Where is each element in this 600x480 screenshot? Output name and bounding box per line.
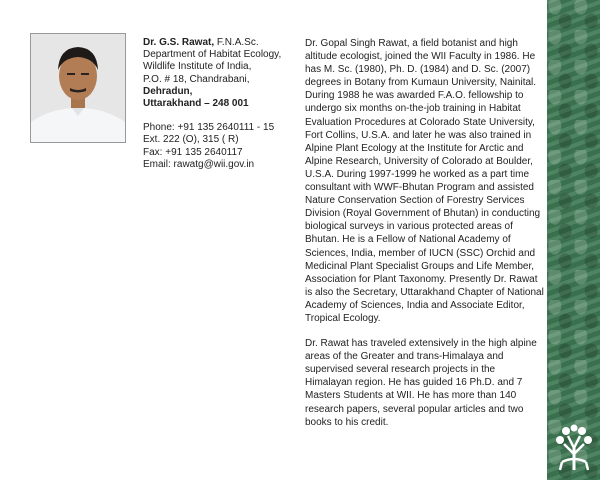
biography	[305, 37, 545, 441]
extension: Ext. 222 (O), 315 ( R)	[143, 134, 239, 146]
name-line	[143, 37, 293, 49]
honorific: F.N.A.Sc.	[216, 37, 259, 48]
city: Dehradun,	[143, 85, 193, 97]
department: Department of Habitat Ecology,	[143, 49, 282, 61]
state-pin: Uttarakhand – 248 001	[143, 98, 249, 110]
portrait-photo	[30, 33, 126, 143]
bio-paragraph: Dr. Gopal Singh Rawat, a field botanist and high altitude ecologist, joined the WII Faculty in 1986. He has M. Sc. (1980), Ph. D. (1984) and D. Sc. (2007) degrees in Botany from Kumaun University, Nainital. During 1988 he was awarded F.A.O. fellowship to undergo six months on-the-job training in Habitat Evaluation Procedures at Colorado State University, Fort Collins, U.S.A. and later he was also trained in Alpine Plant Ecology at the Institute for Arctic and Alpine Research, University of Colorado at Boulder, U.S.A. During 1997-1999 he worked as a part time consultant with WWF-Bhutan Program and assisted Nature Conservation Section of Forestry Services Division (Royal Government of Bhutan) in conducting biological surveys in various protected areas of Bhutan. He is a Fellow of National Academy of Sciences, India, member of IUCN (SSC) Orchid and Medicinal Plant Specialist Groups and Life Member, Association for Plant Taxonomy. Presently Dr. Rawat is also the Secretary, Uttarakhand Chapter of National Academy of Sciences, India and Associate Editor, Tropical Ecology.	[305, 38, 544, 324]
person-name: Dr. G.S. Rawat,	[143, 37, 215, 48]
post-office: P.O. # 18, Chandrabani,	[143, 73, 250, 85]
phone: Phone: +91 135 2640111 - 15	[143, 122, 275, 134]
portrait-image	[31, 34, 125, 142]
contact-block	[143, 37, 293, 171]
bio-paragraph: Dr. Rawat has traveled extensively in the high alpine areas of the Greater and trans-Himalaya and supervised several research projects in the Himalayan region. He has guided 16 Ph.D. and 7 Masters Students at WII. He has more than 140 research papers, several popular articles and two books to his credit.	[305, 338, 537, 428]
email[interactable]: Email: rawatg@wii.gov.in	[143, 158, 255, 170]
decorative-sidebar	[547, 0, 600, 480]
fax: Fax: +91 135 2640117	[143, 146, 243, 158]
wii-tree-logo-icon	[552, 424, 596, 472]
institute: Wildlife Institute of India,	[143, 61, 252, 73]
